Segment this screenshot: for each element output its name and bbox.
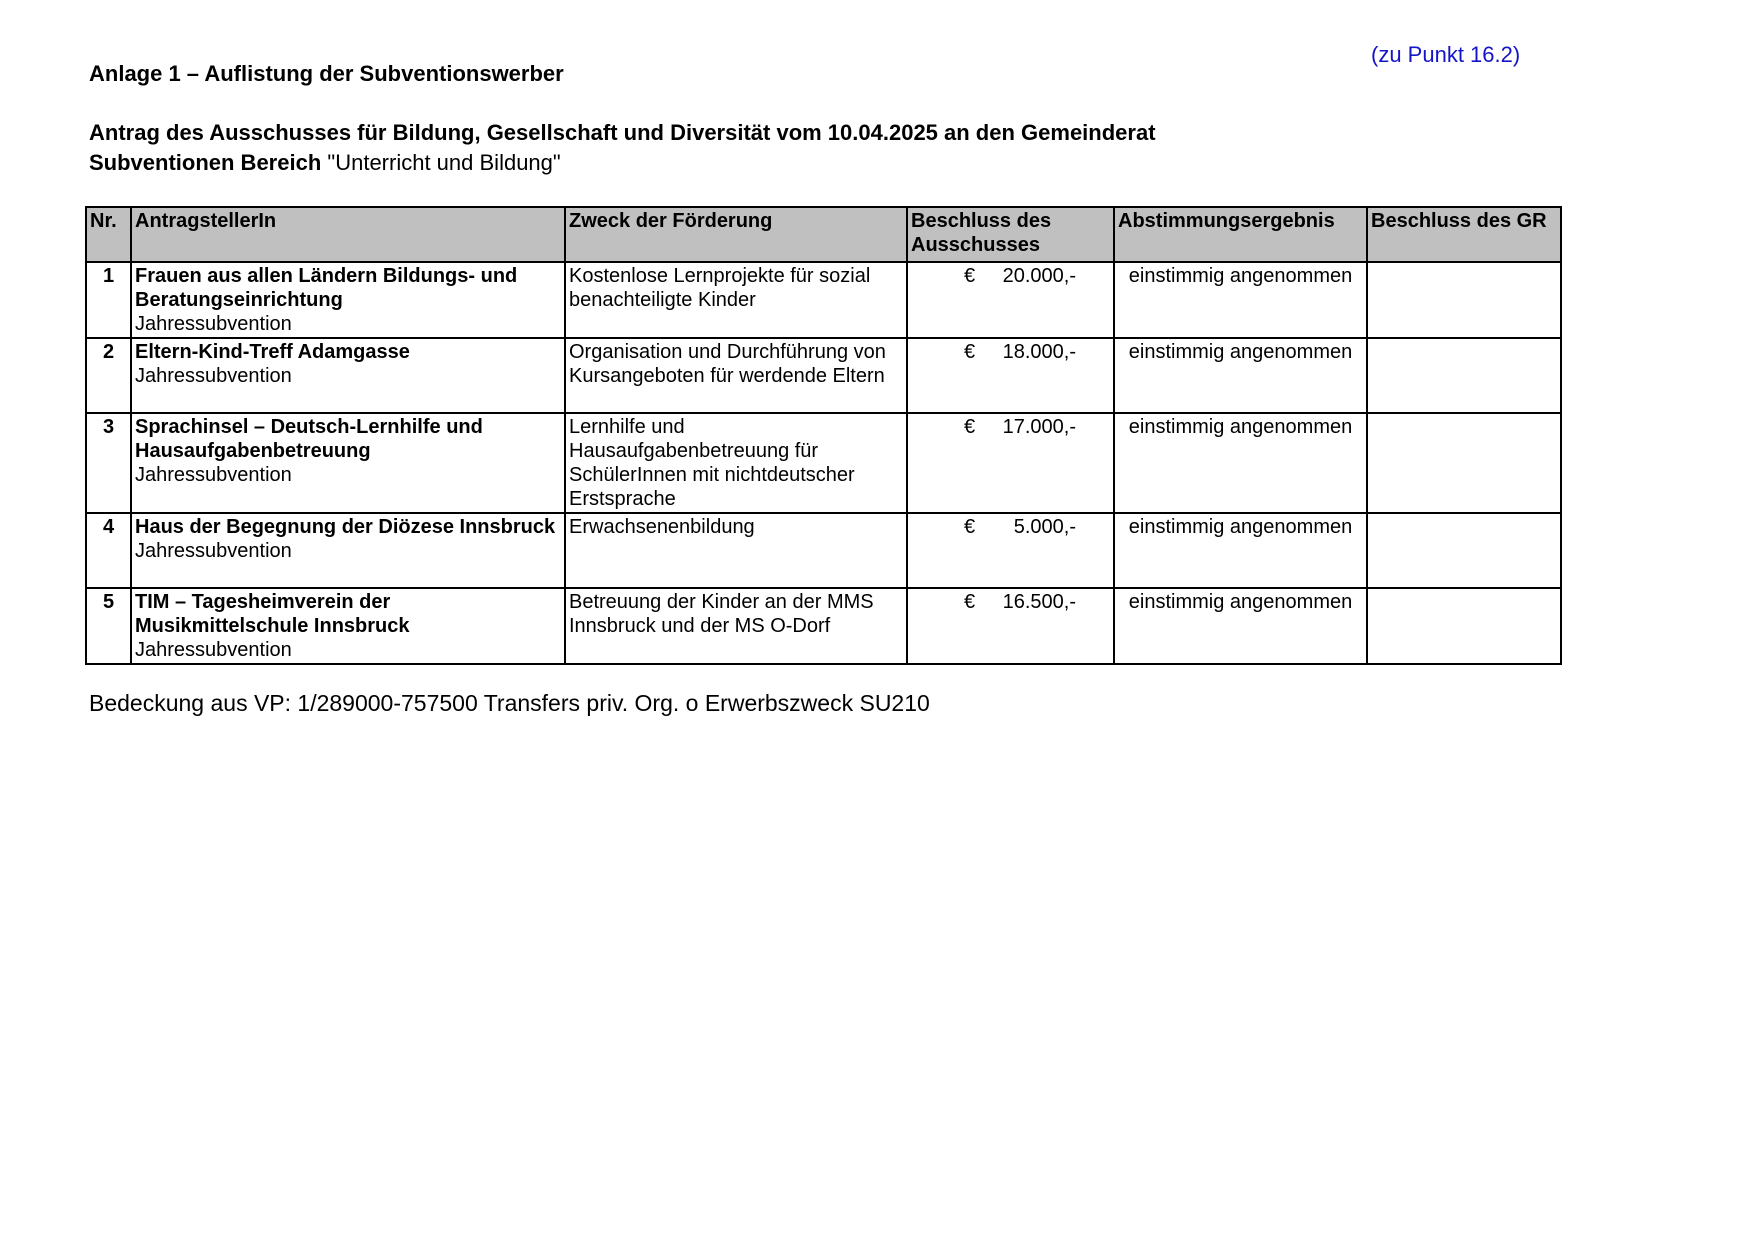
row-amount — [907, 513, 1114, 588]
amount-value: 5.000,- — [1013, 516, 1076, 538]
subsidy-table — [85, 206, 1562, 665]
applicant-name: Haus der Begegnung der Diözese Innsbruck — [135, 516, 556, 538]
row-vote: einstimmig angenommen — [1114, 262, 1367, 338]
subsidy-type: Jahressubvention — [135, 540, 292, 562]
amount-value: 20.000,- — [1002, 265, 1076, 287]
applicant-name: Frauen aus allen Ländern Bildungs- und Beratungseinrichtung — [135, 265, 518, 311]
amount-value: 18.000,- — [1002, 341, 1076, 363]
row-amount — [907, 413, 1114, 513]
table-header-row — [86, 207, 1561, 262]
row-purpose: Kostenlose Lernprojekte für sozial benachteiligte Kinder — [565, 262, 907, 338]
row-purpose: Betreuung der Kinder an der MMS Innsbruck und der MS O-Dorf — [565, 588, 907, 664]
row-purpose: Lernhilfe und Hausaufgabenbetreuung für SchülerInnen mit nichtdeutscher Erstsprache — [565, 413, 907, 513]
header-applicant: AntragstellerIn — [131, 207, 565, 262]
header-council-decision: Beschluss des GR — [1367, 207, 1561, 262]
currency-symbol: € — [964, 341, 976, 363]
currency-symbol: € — [964, 591, 976, 613]
applicant-name: TIM – Tagesheimverein der Musikmittelschule Innsbruck — [135, 591, 410, 637]
budget-coverage-note: Bedeckung aus VP: 1/289000-757500 Transfers priv. Org. o Erwerbszweck SU210 — [89, 690, 930, 716]
table-row — [86, 338, 1561, 413]
table-row — [86, 588, 1561, 664]
table-row — [86, 513, 1561, 588]
row-nr: 1 — [86, 262, 131, 338]
applicant-name: Sprachinsel – Deutsch-Lernhilfe und Hausaufgabenbetreuung — [135, 416, 483, 462]
row-council-decision — [1367, 262, 1561, 338]
subsidy-area-value: "Unterricht und Bildung" — [327, 150, 561, 175]
header-vote-result: Abstimmungsergebnis — [1114, 207, 1367, 262]
currency-symbol: € — [964, 265, 976, 287]
header-committee-decision: Beschluss des Ausschusses — [907, 207, 1114, 262]
row-vote: einstimmig angenommen — [1114, 513, 1367, 588]
header-purpose: Zweck der Förderung — [565, 207, 907, 262]
row-applicant — [131, 588, 565, 664]
reference-note: (zu Punkt 16.2) — [1371, 42, 1521, 67]
row-council-decision — [1367, 413, 1561, 513]
row-council-decision — [1367, 588, 1561, 664]
table-row — [86, 262, 1561, 338]
amount-value: 17.000,- — [1002, 416, 1076, 438]
row-purpose: Organisation und Durchführung von Kursangeboten für werdende Eltern — [565, 338, 907, 413]
row-council-decision — [1367, 338, 1561, 413]
subsidy-type: Jahressubvention — [135, 365, 292, 387]
row-amount — [907, 262, 1114, 338]
subsidy-type: Jahressubvention — [135, 639, 292, 661]
motion-title: Antrag des Ausschusses für Bildung, Gesellschaft und Diversität vom 10.04.2025 an den Gemeinderat — [89, 120, 1156, 145]
row-nr: 4 — [86, 513, 131, 588]
row-council-decision — [1367, 513, 1561, 588]
subsidy-type: Jahressubvention — [135, 313, 292, 335]
table-row — [86, 413, 1561, 513]
row-applicant — [131, 338, 565, 413]
row-applicant — [131, 513, 565, 588]
row-vote: einstimmig angenommen — [1114, 338, 1367, 413]
subsidy-area-label: Subventionen Bereich — [89, 150, 322, 175]
header-nr: Nr. — [86, 207, 131, 262]
currency-symbol: € — [964, 516, 976, 538]
row-applicant — [131, 262, 565, 338]
row-applicant — [131, 413, 565, 513]
row-amount — [907, 588, 1114, 664]
row-nr: 5 — [86, 588, 131, 664]
row-purpose: Erwachsenenbildung — [565, 513, 907, 588]
subsidy-area — [89, 150, 561, 176]
row-amount — [907, 338, 1114, 413]
amount-value: 16.500,- — [1002, 591, 1076, 613]
applicant-name: Eltern-Kind-Treff Adamgasse — [135, 341, 410, 363]
subsidy-type: Jahressubvention — [135, 464, 292, 486]
annex-title: Anlage 1 – Auflistung der Subventionswerber — [89, 61, 564, 86]
row-vote: einstimmig angenommen — [1114, 588, 1367, 664]
row-vote: einstimmig angenommen — [1114, 413, 1367, 513]
row-nr: 3 — [86, 413, 131, 513]
currency-symbol: € — [964, 416, 976, 438]
row-nr: 2 — [86, 338, 131, 413]
